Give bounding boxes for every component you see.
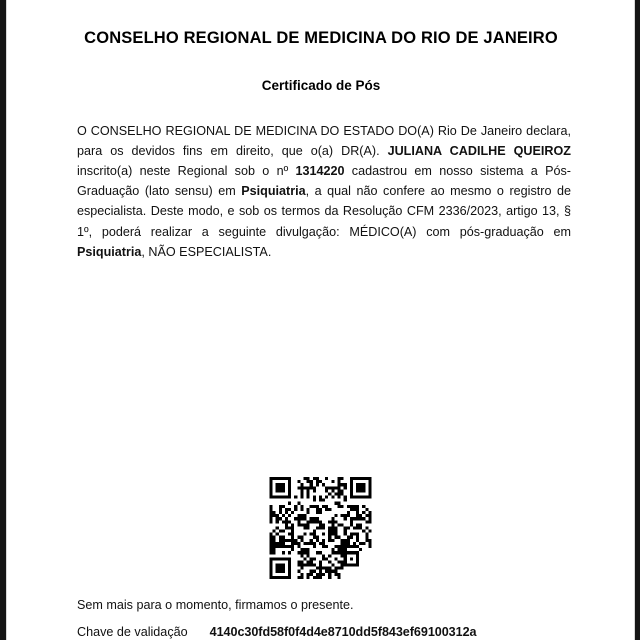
document-content bbox=[7, 0, 635, 640]
body-text-intro: O CONSELHO REGIONAL DE MEDICINA DO ESTADO DO(A) Rio De Janeiro declara, para os devidos fins em direito, que o(a) DR(A). bbox=[77, 123, 571, 158]
body-text-closing-clause: , NÃO ESPECIALISTA. bbox=[141, 244, 272, 259]
specialty-name-repeat: Psiquiatria bbox=[77, 244, 142, 259]
body-text-program: cadastrou em nosso sistema a Pós-Graduação (lato sensu) em bbox=[77, 164, 571, 199]
document-page bbox=[6, 0, 635, 640]
validation-key-label: Chave de validação bbox=[77, 625, 188, 639]
page-title: CONSELHO REGIONAL DE MEDICINA DO RIO DE JANEIRO bbox=[84, 29, 558, 47]
validation-key-row bbox=[77, 623, 577, 640]
certificate-body-paragraph bbox=[77, 121, 571, 262]
document-subtitle: Certificado de Pós bbox=[261, 78, 381, 93]
qr-code-icon[interactable] bbox=[267, 477, 374, 579]
validation-key-value: 4140c30fd58f0f4d4e8710dd5f843ef69100312a bbox=[209, 625, 477, 639]
registration-number: 1314220 bbox=[295, 164, 345, 178]
closing-statement: Sem mais para o momento, firmamos o presente. bbox=[77, 598, 354, 612]
doctor-name: JULIANA CADILHE QUEIROZ bbox=[387, 143, 572, 158]
body-text-registration-prefix: inscrito(a) neste Regional sob o nº bbox=[77, 164, 296, 178]
specialty-name: Psiquiatria bbox=[241, 184, 306, 199]
body-text-resolution: , a qual não confere ao mesmo o registro de especialista. Deste modo, e sob os termos da Resolução CFM 2336/2023, artigo 13, § 1º, poderá realizar a seguinte divulgação: MÉDICO(A) com pós-graduação em bbox=[77, 184, 571, 239]
